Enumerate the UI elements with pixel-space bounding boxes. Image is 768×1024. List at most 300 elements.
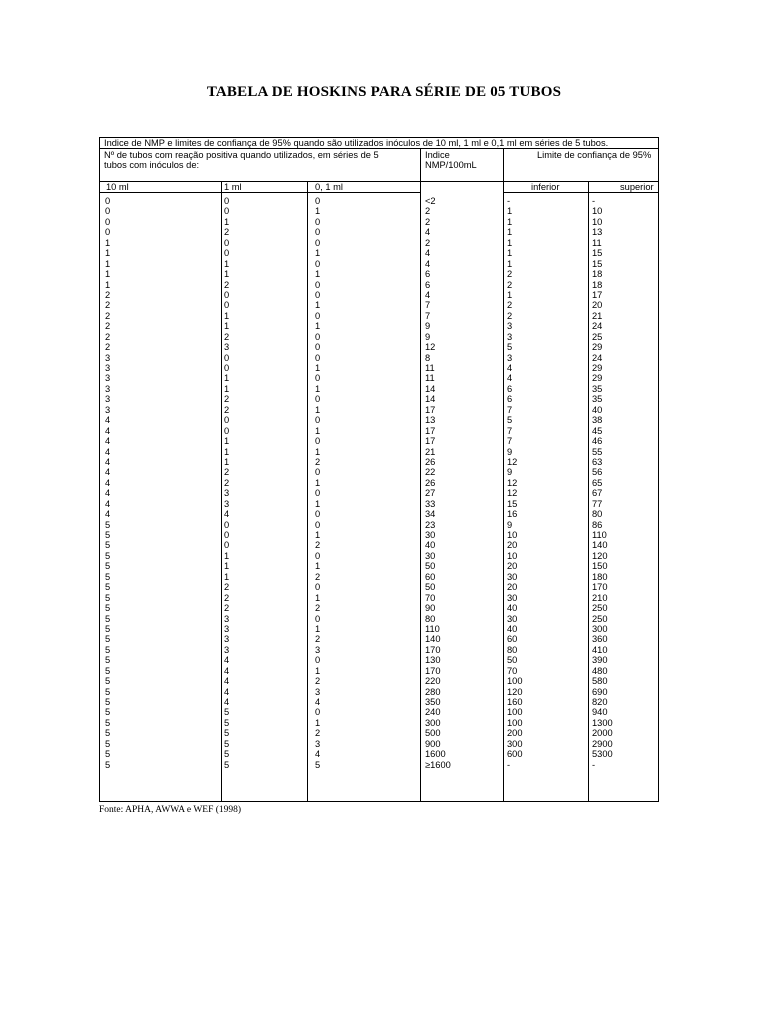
cell-ml10: 3 xyxy=(105,404,111,415)
cell-upper: - xyxy=(592,196,596,206)
cell-upper: 24 xyxy=(592,352,603,363)
cell-ml10: 5 xyxy=(105,686,111,697)
cell-ml1: 1 xyxy=(224,550,230,561)
table-caption: Indice de NMP e limites de confiança de 95% quando são utilizados inóculos de 10 ml, 1 ml e 0,1 ml em séries de 5 tubos. xyxy=(104,138,609,148)
cell-ml01: 1 xyxy=(315,446,321,457)
cell-ml01: 0 xyxy=(315,352,321,363)
cell-ml01: 0 xyxy=(315,237,321,248)
cell-lower: 50 xyxy=(507,655,518,666)
cell-upper: 2900 xyxy=(592,738,613,749)
cell-ml10: 2 xyxy=(105,300,111,311)
cell-lower: 7 xyxy=(507,404,513,415)
cell-ml10: 4 xyxy=(105,477,111,488)
cell-index: 170 xyxy=(425,665,441,676)
cell-ml01: 0 xyxy=(315,467,321,478)
cell-index: 6 xyxy=(425,279,431,290)
cell-ml1: 3 xyxy=(224,342,230,353)
cell-ml01: 2 xyxy=(315,456,321,467)
cell-ml01: 0 xyxy=(315,342,321,353)
cell-upper: 110 xyxy=(592,530,607,540)
cell-ml01: 0 xyxy=(315,373,321,384)
page-title: TABELA DE HOSKINS PARA SÉRIE DE 05 TUBOS xyxy=(206,84,562,100)
cell-lower: 1 xyxy=(507,216,513,227)
cell-lower: 6 xyxy=(507,383,513,394)
cell-ml10: 4 xyxy=(105,509,111,520)
cell-index: 170 xyxy=(425,644,441,655)
cell-lower: 30 xyxy=(507,571,518,582)
cell-ml01: 1 xyxy=(315,404,321,415)
cell-index: 500 xyxy=(425,728,441,739)
cell-lower: 3 xyxy=(507,321,513,332)
cell-ml10: 5 xyxy=(105,582,111,593)
cell-ml1: 2 xyxy=(224,331,230,342)
cell-index: 17 xyxy=(425,436,436,447)
cell-lower: 5 xyxy=(507,415,513,426)
cell-lower: 160 xyxy=(507,697,523,707)
cell-ml10: 0 xyxy=(105,216,111,227)
cell-upper: 29 xyxy=(592,373,603,384)
cell-index: 4 xyxy=(425,248,431,259)
cell-upper: 120 xyxy=(592,550,608,561)
cell-index: 23 xyxy=(425,519,436,530)
cell-lower: 30 xyxy=(507,592,518,603)
cell-ml01: 3 xyxy=(315,686,321,697)
cell-index: 6 xyxy=(425,269,431,280)
cell-ml1: 1 xyxy=(224,310,230,321)
cell-lower: 300 xyxy=(507,738,523,749)
cell-upper: 2000 xyxy=(592,728,613,739)
cell-ml1: 0 xyxy=(224,425,230,436)
cell-ml1: 0 xyxy=(224,530,230,540)
cell-lower: 9 xyxy=(507,446,513,457)
cell-ml1: 2 xyxy=(224,592,230,603)
cell-upper: 46 xyxy=(592,436,603,447)
cell-ml10: 4 xyxy=(105,446,111,457)
cell-ml10: 0 xyxy=(105,196,111,206)
cell-ml10: 5 xyxy=(105,571,111,582)
column-1ml-values xyxy=(224,196,229,770)
cell-upper: 180 xyxy=(592,571,608,582)
cell-ml10: 3 xyxy=(105,352,111,363)
cell-upper: 29 xyxy=(592,342,603,353)
cell-lower: 1 xyxy=(507,258,513,269)
cell-ml1: 4 xyxy=(224,655,230,666)
cell-ml1: 3 xyxy=(224,634,230,645)
cell-lower: - xyxy=(507,196,511,206)
cell-lower: 2 xyxy=(507,269,513,280)
cell-index: 2 xyxy=(425,237,431,248)
cell-ml01: 0 xyxy=(315,331,321,342)
cell-index: 1600 xyxy=(425,749,446,760)
cell-upper: 80 xyxy=(592,509,603,520)
col-divider-index xyxy=(420,148,421,802)
cell-ml1: 1 xyxy=(224,571,230,582)
cell-ml10: 3 xyxy=(105,363,111,373)
cell-upper: 21 xyxy=(592,310,603,321)
cell-lower: 7 xyxy=(507,425,513,436)
cell-lower: 100 xyxy=(507,717,523,728)
cell-lower: - xyxy=(507,759,511,770)
col-divider-1ml xyxy=(221,181,222,802)
cell-lower: 15 xyxy=(507,498,518,509)
cell-upper: 13 xyxy=(592,227,603,238)
cell-upper: 390 xyxy=(592,655,608,666)
cell-upper: 17 xyxy=(592,289,603,300)
cell-upper: 210 xyxy=(592,592,608,603)
cell-index: 2 xyxy=(425,206,431,217)
cell-ml01: 0 xyxy=(315,227,321,238)
cell-upper: 18 xyxy=(592,269,603,280)
cell-lower: 12 xyxy=(507,477,518,488)
cell-index: 30 xyxy=(425,530,436,540)
cell-ml1: 5 xyxy=(224,759,230,770)
col-header-upper: superior xyxy=(620,182,654,192)
cell-lower: 1 xyxy=(507,248,513,259)
cell-index: 4 xyxy=(425,227,431,238)
cell-ml1: 3 xyxy=(224,623,230,634)
cell-upper: 29 xyxy=(592,363,603,373)
cell-upper: 5300 xyxy=(592,749,613,760)
cell-ml01: 1 xyxy=(315,206,321,217)
cell-upper: 10 xyxy=(592,206,603,217)
cell-lower: 7 xyxy=(507,436,513,447)
cell-ml01: 0 xyxy=(315,519,321,530)
cell-index: 11 xyxy=(425,363,435,373)
cell-ml10: 4 xyxy=(105,456,111,467)
cell-lower: 20 xyxy=(507,561,518,572)
cell-upper: 150 xyxy=(592,561,608,572)
cell-lower: 1 xyxy=(507,227,513,238)
cell-index: 33 xyxy=(425,498,436,509)
cell-upper: 38 xyxy=(592,415,603,426)
cell-lower: 9 xyxy=(507,467,513,478)
cell-ml01: 1 xyxy=(315,321,321,332)
cell-index: 7 xyxy=(425,310,431,321)
cell-ml1: 0 xyxy=(224,352,230,363)
confidence-header: Limite de confiança de 95% xyxy=(537,150,652,160)
cell-lower: 1 xyxy=(507,237,513,248)
cell-upper: 77 xyxy=(592,498,603,509)
cell-upper: 15 xyxy=(592,258,603,269)
cell-ml10: 5 xyxy=(105,644,111,655)
cell-upper: 25 xyxy=(592,331,603,342)
cell-index: 14 xyxy=(425,383,436,394)
cell-ml1: 0 xyxy=(224,206,230,217)
cell-lower: 200 xyxy=(507,728,523,739)
cell-upper: 18 xyxy=(592,279,603,290)
cell-ml01: 0 xyxy=(315,216,321,227)
cell-lower: 3 xyxy=(507,331,513,342)
cell-index: 27 xyxy=(425,488,436,499)
cell-ml10: 5 xyxy=(105,717,111,728)
cell-index: 900 xyxy=(425,738,441,749)
cell-ml10: 5 xyxy=(105,613,111,624)
cell-ml01: 2 xyxy=(315,540,321,551)
cell-lower: 40 xyxy=(507,603,518,614)
cell-ml1: 0 xyxy=(224,300,230,311)
cell-ml1: 5 xyxy=(224,749,230,760)
cell-index: 9 xyxy=(425,331,431,342)
cell-ml10: 5 xyxy=(105,697,111,707)
cell-upper: 35 xyxy=(592,394,603,405)
cell-ml10: 5 xyxy=(105,550,111,561)
cell-index: 130 xyxy=(425,655,441,666)
cell-ml1: 3 xyxy=(224,498,230,509)
cell-ml10: 5 xyxy=(105,592,111,603)
cell-ml1: 2 xyxy=(224,394,230,405)
column-10ml-values xyxy=(105,196,110,770)
cell-lower: 10 xyxy=(507,530,518,540)
cell-upper: 40 xyxy=(592,404,603,415)
cell-index: 4 xyxy=(425,289,431,300)
cell-ml10: 1 xyxy=(105,237,111,248)
cell-upper: 140 xyxy=(592,540,608,551)
cell-index: 13 xyxy=(425,415,436,426)
cell-index: 22 xyxy=(425,467,436,478)
cell-ml1: 0 xyxy=(224,415,230,426)
cell-index: 4 xyxy=(425,258,431,269)
column-upper-values xyxy=(592,196,613,770)
cell-index: 240 xyxy=(425,707,441,718)
cell-upper: 63 xyxy=(592,456,603,467)
cell-upper: 250 xyxy=(592,603,608,614)
cell-ml10: 5 xyxy=(105,759,111,770)
cell-ml01: 4 xyxy=(315,697,321,707)
cell-ml01: 1 xyxy=(315,623,321,634)
cell-ml10: 4 xyxy=(105,498,111,509)
cell-ml1: 1 xyxy=(224,436,230,447)
tubes-header-line1: Nº de tubos com reação positiva quando utilizados, em séries de 5 xyxy=(104,150,379,160)
col-divider-lower xyxy=(503,148,504,802)
cell-ml1: 4 xyxy=(224,676,230,687)
cell-index: 2 xyxy=(425,216,431,227)
cell-ml01: 1 xyxy=(315,269,321,280)
cell-ml1: 1 xyxy=(224,269,230,280)
cell-ml01: 2 xyxy=(315,676,321,687)
cell-index: 17 xyxy=(425,425,436,436)
cell-index: 26 xyxy=(425,456,436,467)
column-index-values xyxy=(425,196,451,770)
cell-index: 12 xyxy=(425,342,436,353)
cell-ml1: 4 xyxy=(224,697,230,707)
cell-lower: 5 xyxy=(507,342,513,353)
cell-ml01: 0 xyxy=(315,436,321,447)
cell-ml1: 3 xyxy=(224,613,230,624)
cell-index: 8 xyxy=(425,352,431,363)
col-divider-01ml xyxy=(307,181,308,802)
cell-ml1: 1 xyxy=(224,321,230,332)
col-header-10ml: 10 ml xyxy=(106,182,129,192)
cell-ml01: 1 xyxy=(315,592,321,603)
cell-lower: 100 xyxy=(507,707,523,718)
cell-ml1: 0 xyxy=(224,289,230,300)
cell-upper: 250 xyxy=(592,613,608,624)
cell-ml10: 2 xyxy=(105,331,111,342)
cell-upper: 67 xyxy=(592,488,603,499)
cell-upper: 24 xyxy=(592,321,603,332)
cell-ml01: 0 xyxy=(315,488,321,499)
cell-ml01: 2 xyxy=(315,571,321,582)
cell-ml1: 0 xyxy=(224,196,230,206)
cell-ml10: 5 xyxy=(105,665,111,676)
cell-lower: 6 xyxy=(507,394,513,405)
cell-ml1: 4 xyxy=(224,509,230,520)
cell-index: 140 xyxy=(425,634,441,645)
cell-ml10: 4 xyxy=(105,425,111,436)
cell-ml01: 1 xyxy=(315,363,321,373)
cell-ml10: 4 xyxy=(105,436,111,447)
column-01ml-values xyxy=(315,196,320,770)
cell-lower: 2 xyxy=(507,279,513,290)
cell-ml10: 1 xyxy=(105,258,111,269)
cell-ml10: 0 xyxy=(105,227,111,238)
cell-ml10: 0 xyxy=(105,206,111,217)
cell-ml10: 5 xyxy=(105,676,111,687)
cell-ml1: 1 xyxy=(224,561,230,572)
cell-ml10: 1 xyxy=(105,269,111,280)
col-header-01ml: 0, 1 ml xyxy=(315,182,343,192)
cell-lower: 1 xyxy=(507,206,513,217)
cell-ml01: 0 xyxy=(315,394,321,405)
cell-ml01: 0 xyxy=(315,415,321,426)
cell-index: 50 xyxy=(425,561,436,572)
cell-ml01: 1 xyxy=(315,383,321,394)
cell-ml1: 0 xyxy=(224,248,230,259)
cell-index: 7 xyxy=(425,300,431,311)
cell-ml10: 5 xyxy=(105,634,111,645)
cell-upper: 480 xyxy=(592,665,608,676)
cell-ml10: 1 xyxy=(105,279,111,290)
cell-index: 350 xyxy=(425,697,441,707)
tubes-header-line2: tubos com inóculos de: xyxy=(104,160,200,170)
cell-ml10: 4 xyxy=(105,488,111,499)
cell-index: 50 xyxy=(425,582,436,593)
cell-ml01: 0 xyxy=(315,279,321,290)
cell-ml01: 2 xyxy=(315,728,321,739)
cell-ml10: 4 xyxy=(105,415,111,426)
cell-ml10: 5 xyxy=(105,561,111,572)
cell-upper: 35 xyxy=(592,383,603,394)
cell-ml10: 3 xyxy=(105,394,111,405)
cell-ml10: 3 xyxy=(105,383,111,394)
cell-ml1: 2 xyxy=(224,467,230,478)
cell-ml10: 2 xyxy=(105,321,111,332)
cell-ml1: 2 xyxy=(224,477,230,488)
cell-lower: 1 xyxy=(507,289,513,300)
cell-ml1: 1 xyxy=(224,258,230,269)
cell-upper: 86 xyxy=(592,519,603,530)
cell-upper: 360 xyxy=(592,634,608,645)
cell-index: 220 xyxy=(425,676,441,687)
cell-lower: 3 xyxy=(507,352,513,363)
cell-ml01: 1 xyxy=(315,530,321,540)
cell-ml10: 5 xyxy=(105,749,111,760)
cell-upper: 1300 xyxy=(592,717,613,728)
cell-ml10: 5 xyxy=(105,530,111,540)
hoskins-table xyxy=(99,137,659,802)
cell-ml1: 2 xyxy=(224,404,230,415)
cell-upper: 55 xyxy=(592,446,603,457)
cell-ml1: 1 xyxy=(224,373,230,384)
cell-upper: 20 xyxy=(592,300,603,311)
cell-ml1: 5 xyxy=(224,738,230,749)
cell-upper: 300 xyxy=(592,623,608,634)
cell-upper: - xyxy=(592,759,596,770)
cell-ml1: 1 xyxy=(224,216,230,227)
cell-ml01: 3 xyxy=(315,644,321,655)
cell-lower: 30 xyxy=(507,613,518,624)
cell-lower: 100 xyxy=(507,676,523,687)
cell-index: 26 xyxy=(425,477,436,488)
cell-upper: 820 xyxy=(592,697,608,707)
index-header-line2: NMP/100mL xyxy=(425,160,477,170)
cell-ml1: 5 xyxy=(224,728,230,739)
cell-index: 40 xyxy=(425,540,436,551)
cell-ml01: 5 xyxy=(315,759,321,770)
cell-ml1: 5 xyxy=(224,717,230,728)
cell-ml1: 0 xyxy=(224,540,230,551)
cell-upper: 56 xyxy=(592,467,603,478)
cell-ml1: 2 xyxy=(224,603,230,614)
cell-ml10: 5 xyxy=(105,519,111,530)
cell-ml01: 1 xyxy=(315,498,321,509)
cell-ml10: 4 xyxy=(105,467,111,478)
cell-ml1: 4 xyxy=(224,686,230,697)
cell-upper: 940 xyxy=(592,707,608,718)
cell-index: 34 xyxy=(425,509,436,520)
cell-ml01: 3 xyxy=(315,738,321,749)
cell-ml01: 4 xyxy=(315,749,321,760)
cell-index: 9 xyxy=(425,321,431,332)
cell-lower: 60 xyxy=(507,634,518,645)
cell-index: 60 xyxy=(425,571,436,582)
cell-ml1: 2 xyxy=(224,227,230,238)
cell-lower: 40 xyxy=(507,623,518,634)
cell-index: 14 xyxy=(425,394,436,405)
col-header-lower: inferior xyxy=(531,182,560,192)
cell-ml01: 0 xyxy=(315,613,321,624)
cell-ml01: 1 xyxy=(315,561,321,572)
cell-index: <2 xyxy=(425,196,436,206)
cell-index: 110 xyxy=(425,623,440,634)
cell-ml1: 4 xyxy=(224,665,230,676)
cell-ml01: 0 xyxy=(315,550,321,561)
col-divider-upper xyxy=(588,181,589,802)
cell-ml01: 0 xyxy=(315,310,321,321)
cell-ml10: 5 xyxy=(105,738,111,749)
cell-ml1: 2 xyxy=(224,279,230,290)
cell-ml1: 5 xyxy=(224,707,230,718)
cell-ml01: 0 xyxy=(315,258,321,269)
col-header-1ml: 1 ml xyxy=(224,182,242,192)
cell-lower: 10 xyxy=(507,550,518,561)
index-header-line1: Indice xyxy=(425,150,450,160)
cell-ml1: 3 xyxy=(224,488,230,499)
cell-ml01: 1 xyxy=(315,425,321,436)
cell-upper: 170 xyxy=(592,582,608,593)
cell-ml01: 1 xyxy=(315,717,321,728)
cell-ml10: 5 xyxy=(105,728,111,739)
cell-lower: 120 xyxy=(507,686,523,697)
cell-upper: 45 xyxy=(592,425,603,436)
cell-ml10: 5 xyxy=(105,707,111,718)
cell-upper: 10 xyxy=(592,216,603,227)
cell-ml01: 0 xyxy=(315,509,321,520)
cell-ml01: 0 xyxy=(315,196,321,206)
cell-lower: 600 xyxy=(507,749,523,760)
cell-lower: 12 xyxy=(507,488,518,499)
cell-index: 70 xyxy=(425,592,436,603)
